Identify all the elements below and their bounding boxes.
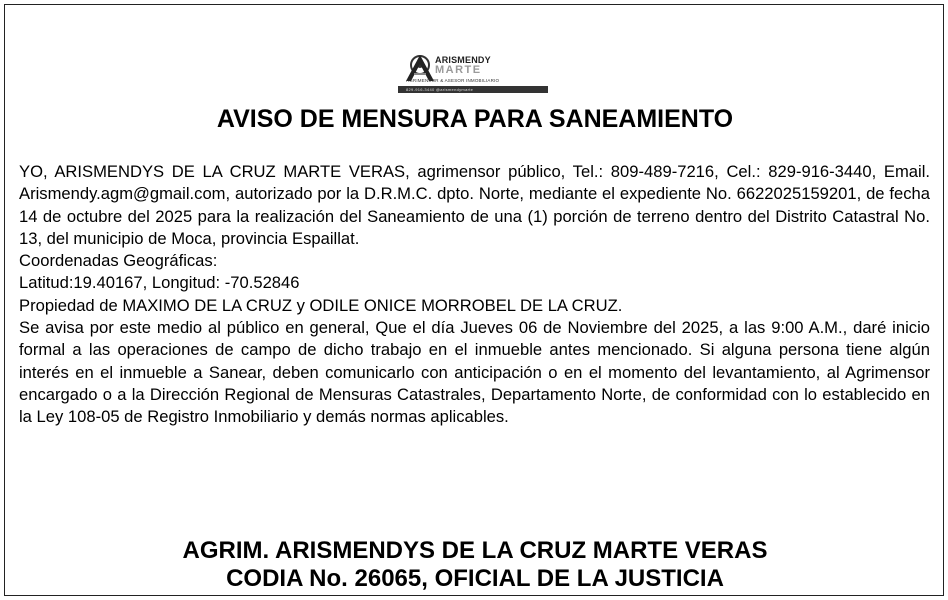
notice-body xyxy=(19,161,930,429)
signature-block xyxy=(5,537,945,593)
coordinates-value: Latitud:19.40167, Longitud: -70.52846 xyxy=(19,273,300,293)
notice-frame xyxy=(4,4,944,596)
notice-title: AVISO DE MENSURA PARA SANEAMIENTO xyxy=(216,105,734,133)
intro-paragraph: YO, ARISMENDYS DE LA CRUZ MARTE VERAS, agrimensor público, Tel.: 809-489-7216, Cel.: 829-916-3440, Email. Arismendy.agm@gmail.com, autorizado por la D.R.M.C. dpto. Norte, mediante el expediente No. 6622025159201, de fecha 14 de octubre del 2025 para la realización del Saneamiento de una (1) porción de terreno dentro del Distrito Catastral No. 13, del municipio de Moca, provincia Espaillat. xyxy=(19,162,930,248)
logo-tagline: AGRIMENSOR & ASESOR INMOBILIARIO xyxy=(406,78,500,83)
company-logo xyxy=(398,49,548,97)
coordinates-label: Coordenadas Geográficas: xyxy=(19,251,218,271)
signature-name: AGRIM. ARISMENDYS DE LA CRUZ MARTE VERAS xyxy=(182,537,768,564)
logo-contact: 829-916-3440 @arismendymarte xyxy=(406,87,474,92)
notice-paragraph: Se avisa por este medio al público en general, Que el día Jueves 06 de Noviembre del 2025, a las 9:00 A.M., daré inicio formal a las operaciones de campo de dicho trabajo en el inmueble antes mencionado. Si alguna persona tiene algún interés en el inmueble a Sanear, deben comunicarlo con anticipación o en el momento del levantamiento, al Agrimensor encargado o a la Dirección Regional de Mensuras Catastrales, Departamento Norte, de conformidad con lo establecido en la Ley 108-05 de Registro Inmobiliario y demás normas aplicables. xyxy=(19,318,930,427)
logo-name-line1: ARISMENDY xyxy=(435,55,491,65)
logo-name-line2: MARTE xyxy=(435,64,482,76)
signature-credential: CODIA No. 26065, OFICIAL DE LA JUSTICIA xyxy=(226,565,724,592)
owner-line: Propiedad de MAXIMO DE LA CRUZ y ODILE ONICE MORROBEL DE LA CRUZ. xyxy=(19,295,623,315)
